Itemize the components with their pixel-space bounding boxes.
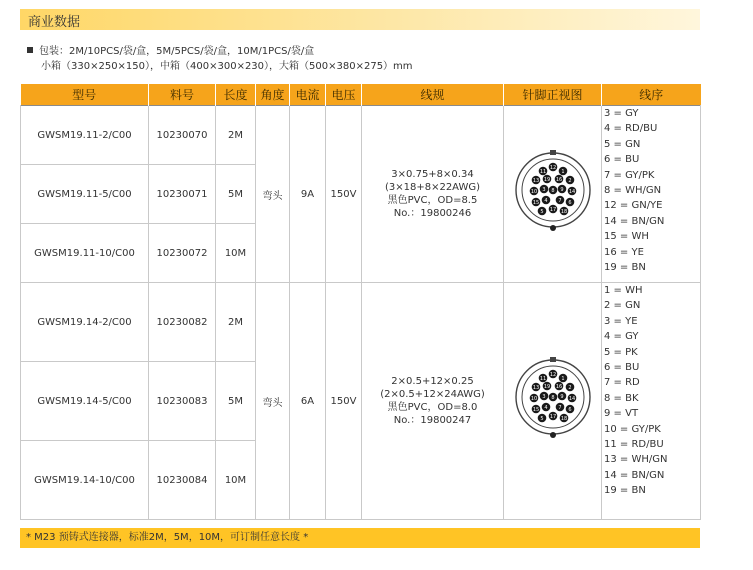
model-cell: GWSM19.14-2/C00 <box>21 283 149 362</box>
pinout-line: 19 = BN <box>604 485 646 497</box>
packaging-line-1: 包装：2M/10PCS/袋/盒，5M/5PCS/袋/盒，10M/1PCS/袋/盒 <box>39 46 315 57</box>
pinout-line: 14 = BN/GN <box>604 215 665 227</box>
angle-cell: 弯头 <box>256 283 290 520</box>
model-cell: GWSM19.11-10/C00 <box>21 224 149 283</box>
connector-pin-label: 12 <box>549 372 556 378</box>
angle-cell: 弯头 <box>256 106 290 283</box>
length-cell: 10M <box>216 441 256 520</box>
connector-pin-label: 4 <box>543 198 548 204</box>
connector-ground-pin <box>550 225 556 231</box>
connector-pinout-diagram <box>505 146 601 242</box>
header-part-number: 料号 <box>149 84 216 106</box>
connector-pin-label: 17 <box>549 414 556 420</box>
wire-spec-line: 黑色PVC，OD=8.5 <box>387 195 478 206</box>
model-cell: GWSM19.11-5/C00 <box>21 165 149 224</box>
wire-order-cell <box>602 283 701 520</box>
pin-view-cell <box>504 283 602 520</box>
part-cell: 10230084 <box>149 441 216 520</box>
connector-pin-label: 13 <box>532 178 539 184</box>
part-cell: 10230071 <box>149 165 216 224</box>
connector-pin-label: 2 <box>567 385 572 391</box>
connector-pin-label: 11 <box>539 376 546 382</box>
length-cell: 10M <box>216 224 256 283</box>
header-voltage: 电压 <box>326 84 362 106</box>
pinout-line: 6 = BU <box>604 154 640 166</box>
pinout-line: 5 = PK <box>604 346 638 358</box>
wire-spec-cell <box>362 106 504 283</box>
pinout-line: 14 = BN/GN <box>604 469 665 481</box>
connector-pin-label: 13 <box>532 385 539 391</box>
connector-pin-label: 15 <box>532 200 539 206</box>
connector-pin-label: 9 <box>559 187 564 193</box>
table-header-row <box>21 84 701 106</box>
connector-pin-label: 9 <box>559 394 564 400</box>
connector-pin-label: 6 <box>567 200 572 206</box>
header-wire-gauge: 线规 <box>362 84 504 106</box>
connector-pin-label: 16 <box>555 177 562 183</box>
model-cell: GWSM19.14-10/C00 <box>21 441 149 520</box>
connector-pin-label: 5 <box>539 416 544 422</box>
connector-pin-label: 7 <box>557 198 562 204</box>
pinout-line: 2 = GN <box>604 300 641 312</box>
section-header-bar <box>20 9 700 30</box>
connector-pin-label: 1 <box>560 169 565 175</box>
pinout-line: 8 = BK <box>604 392 639 404</box>
pinout-line: 9 = VT <box>604 408 639 420</box>
pinout-line: 11 = RD/BU <box>604 439 664 451</box>
header-current: 电流 <box>290 84 326 106</box>
part-cell: 10230070 <box>149 106 216 165</box>
header-model: 型号 <box>21 84 149 106</box>
connector-key-notch <box>550 150 556 155</box>
connector-pin-label: 15 <box>532 407 539 413</box>
wire-spec-line: No.：19800246 <box>393 208 472 219</box>
part-cell: 10230082 <box>149 283 216 362</box>
connector-pin-label: 3 <box>541 187 546 193</box>
connector-key-notch <box>550 357 556 362</box>
connector-pin-label: 1 <box>560 376 565 382</box>
header-length: 长度 <box>216 84 256 106</box>
header-angle: 角度 <box>256 84 290 106</box>
pinout-line: 6 = BU <box>604 362 640 374</box>
connector-pin-label: 16 <box>555 384 562 390</box>
pinout-line: 15 = WH <box>604 231 649 243</box>
product-spec-table <box>20 84 701 520</box>
length-cell: 5M <box>216 362 256 441</box>
length-cell: 2M <box>216 106 256 165</box>
connector-pin-label: 6 <box>567 407 572 413</box>
model-cell: GWSM19.11-2/C00 <box>21 106 149 165</box>
connector-ground-pin <box>550 432 556 438</box>
pinout-line: 13 = WH/GN <box>604 454 668 466</box>
connector-pin-label: 7 <box>557 405 562 411</box>
connector-pin-label: 18 <box>560 209 567 215</box>
connector-pin-label: 18 <box>560 416 567 422</box>
bullet-square-icon <box>27 47 33 53</box>
pinout-line: 19 = BN <box>604 262 646 274</box>
connector-pin-label: 3 <box>541 394 546 400</box>
wire-spec-line: 2×0.5+12×0.25 <box>391 376 474 387</box>
part-cell: 10230072 <box>149 224 216 283</box>
table-row <box>21 106 701 165</box>
pinout-line: 3 = YE <box>604 315 638 327</box>
connector-pin-label: 8 <box>550 188 555 194</box>
pinout-line: 5 = GN <box>604 138 641 150</box>
wire-spec-line: No.：19800247 <box>393 415 472 426</box>
connector-pin-label: 5 <box>539 209 544 215</box>
part-cell: 10230083 <box>149 362 216 441</box>
wire-spec-line: 3×0.75+8×0.34 <box>391 169 474 180</box>
connector-pin-label: 14 <box>568 189 575 195</box>
length-cell: 5M <box>216 165 256 224</box>
connector-pin-label: 4 <box>543 405 548 411</box>
wire-spec-line: (3×18+8×22AWG) <box>384 182 481 193</box>
pinout-line: 7 = RD <box>604 377 640 389</box>
connector-pin-label: 10 <box>530 189 537 195</box>
packaging-line-2: 小箱（330×250×150），中箱（400×300×230），大箱（500×380×275）mm <box>41 61 413 72</box>
voltage-cell: 150V <box>326 106 362 283</box>
connector-pin-label: 11 <box>539 169 546 175</box>
length-cell: 2M <box>216 283 256 362</box>
pinout-line: 16 = YE <box>604 246 644 258</box>
pinout-line: 12 = GN/YE <box>604 200 663 212</box>
current-cell: 9A <box>290 106 326 283</box>
header-pin-view: 针脚正视图 <box>504 84 602 106</box>
connector-pin-label: 8 <box>550 395 555 401</box>
connector-pin-label: 2 <box>567 178 572 184</box>
wire-spec-cell <box>362 283 504 520</box>
product-group-2 <box>21 283 701 520</box>
wire-spec-line: 黑色PVC，OD=8.0 <box>387 402 478 413</box>
connector-pin-label: 12 <box>549 165 556 171</box>
connector-pinout-diagram <box>505 353 601 449</box>
packaging-info <box>27 44 413 74</box>
model-cell: GWSM19.14-5/C00 <box>21 362 149 441</box>
footer-note: * M23 预铸式连接器，标准2M，5M，10M，可订制任意长度 * <box>26 532 309 543</box>
section-title: 商业数据 <box>28 15 81 30</box>
footer-note-bar <box>20 528 700 548</box>
pinout-line: 7 = GY/PK <box>604 169 655 181</box>
table-row <box>21 283 701 362</box>
product-group-1 <box>21 106 701 283</box>
pinout-line: 10 = GY/PK <box>604 423 661 435</box>
pinout-line: 3 = GY <box>604 108 639 119</box>
header-wire-order: 线序 <box>602 84 701 106</box>
pinout-line: 4 = RD/BU <box>604 123 658 135</box>
wire-order-cell <box>602 106 701 283</box>
connector-pin-label: 19 <box>543 177 550 183</box>
wire-spec-line: (2×0.5+12×24AWG) <box>380 389 485 400</box>
pinout-line: 4 = GY <box>604 331 639 343</box>
pinout-line: 1 = WH <box>604 285 643 296</box>
voltage-cell: 150V <box>326 283 362 520</box>
current-cell: 6A <box>290 283 326 520</box>
connector-pin-label: 14 <box>568 396 575 402</box>
connector-pin-label: 10 <box>530 396 537 402</box>
connector-pin-label: 19 <box>543 384 550 390</box>
connector-pin-label: 17 <box>549 207 556 213</box>
pinout-line: 8 = WH/GN <box>604 185 662 197</box>
pin-view-cell <box>504 106 602 283</box>
